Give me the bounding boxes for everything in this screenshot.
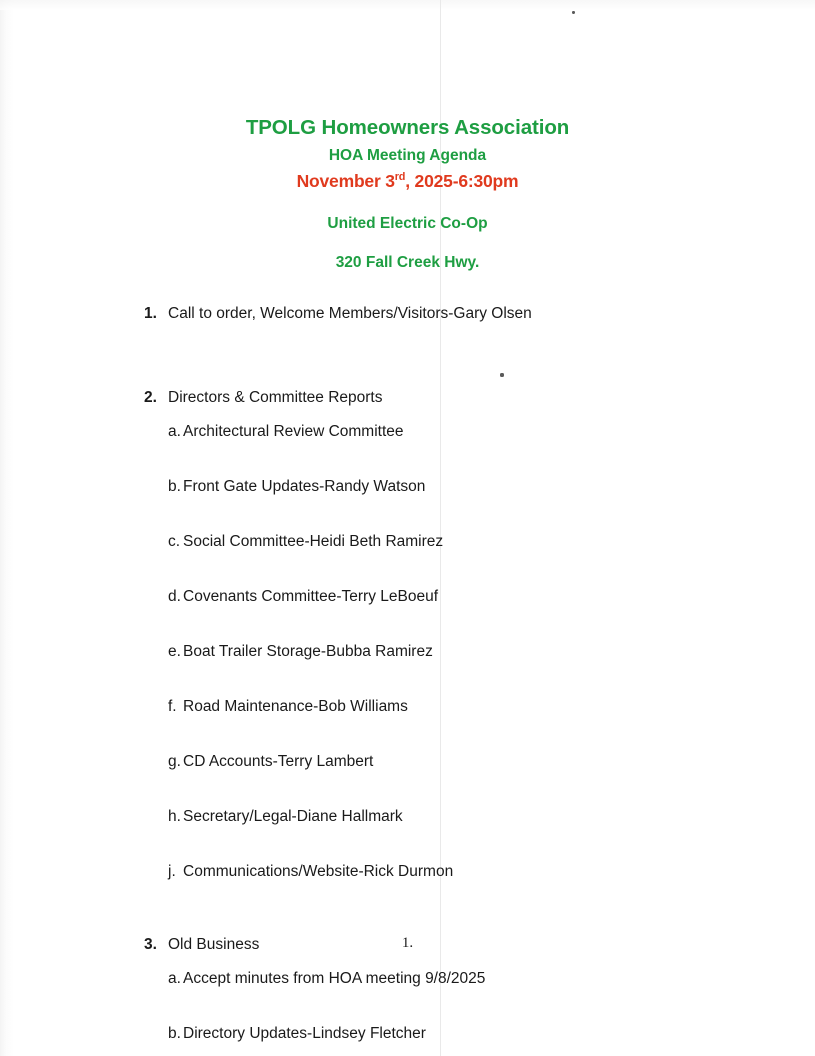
venue-address: 320 Fall Creek Hwy. [335, 254, 480, 271]
agenda-subitem-text: Accept minutes from HOA meeting 9/8/2025 [183, 970, 486, 987]
spacer [0, 716, 815, 753]
spacer [0, 323, 815, 389]
agenda-subitem-letter: h. [168, 808, 181, 825]
agenda-section [0, 389, 815, 881]
agenda-subtitle: HOA Meeting Agenda [328, 147, 487, 164]
agenda-subitem [0, 808, 815, 826]
agenda-subitem [0, 1025, 815, 1043]
spacer [0, 881, 815, 936]
agenda-subitem-letter: b. [168, 1025, 181, 1042]
spacer [0, 771, 815, 808]
agenda-subitem-text: CD Accounts-Terry Lambert [183, 753, 374, 770]
agenda-subitem [0, 863, 815, 881]
spacer [0, 988, 815, 1025]
spacer [0, 826, 815, 863]
agenda-subitem-letter: a. [168, 970, 181, 987]
agenda-subitem-letter: a. [168, 423, 181, 440]
agenda-subitem [0, 698, 815, 716]
spacer [0, 661, 815, 698]
meeting-date-line [0, 171, 815, 192]
agenda-subitem [0, 478, 815, 496]
agenda-subitem-text: Front Gate Updates-Randy Watson [183, 478, 426, 495]
spacer [0, 441, 815, 478]
meeting-date-rest: , 2025-6:30pm [405, 171, 519, 191]
agenda-subitem-letter: b. [168, 478, 181, 495]
spacer [0, 551, 815, 588]
agenda-section-number: 1. [144, 305, 157, 322]
agenda-subitem [0, 423, 815, 441]
agenda-subitem-text: Social Committee-Heidi Beth Ramirez [183, 533, 444, 550]
agenda-subitem-list [0, 970, 815, 1043]
agenda-subitem-text: Directory Updates-Lindsey Fletcher [183, 1025, 426, 1042]
agenda-subitem [0, 533, 815, 551]
agenda-section-title: Directors & Committee Reports [168, 389, 383, 406]
agenda-subitem-letter: d. [168, 588, 181, 605]
spacer [0, 496, 815, 533]
meeting-date-ordinal: rd [394, 171, 406, 184]
page-number-footer: 1. [401, 935, 414, 951]
document-header [0, 116, 815, 272]
scan-speck-artifact [572, 11, 575, 14]
agenda-section-number: 2. [144, 389, 157, 406]
organization-title: TPOLG Homeowners Association [245, 116, 570, 139]
scan-edge-shadow-top [0, 0, 815, 10]
agenda-subitem [0, 643, 815, 661]
meeting-date-main: November 3 [296, 171, 395, 191]
venue-name: United Electric Co-Op [327, 215, 488, 232]
agenda-subitem [0, 970, 815, 988]
agenda-subitem-text: Covenants Committee-Terry LeBoeuf [183, 588, 439, 605]
agenda-subitem-letter: j. [168, 863, 176, 880]
spacer [0, 954, 815, 970]
agenda-section [0, 305, 815, 323]
agenda-section-number: 3. [144, 936, 157, 953]
agenda-subitem-list [0, 423, 815, 881]
agenda-section-heading [0, 305, 815, 323]
agenda-section-title: Call to order, Welcome Members/Visitors-Gary Olsen [168, 305, 532, 322]
agenda-subitem-text: Communications/Website-Rick Durmon [183, 863, 454, 880]
spacer [0, 606, 815, 643]
agenda-subitem [0, 588, 815, 606]
agenda-list [0, 305, 815, 1043]
agenda-subitem-letter: g. [168, 753, 181, 770]
agenda-subitem-letter: f. [168, 698, 177, 715]
agenda-section-heading [0, 389, 815, 407]
agenda-subitem [0, 753, 815, 771]
agenda-subitem-text: Boat Trailer Storage-Bubba Ramirez [183, 643, 433, 660]
spacer [0, 407, 815, 423]
agenda-subitem-text: Road Maintenance-Bob Williams [183, 698, 408, 715]
agenda-subitem-text: Architectural Review Committee [183, 423, 404, 440]
agenda-section [0, 936, 815, 1043]
agenda-section-title: Old Business [168, 936, 260, 953]
agenda-subitem-letter: e. [168, 643, 181, 660]
agenda-subitem-letter: c. [168, 533, 181, 550]
agenda-subitem-text: Secretary/Legal-Diane Hallmark [183, 808, 403, 825]
